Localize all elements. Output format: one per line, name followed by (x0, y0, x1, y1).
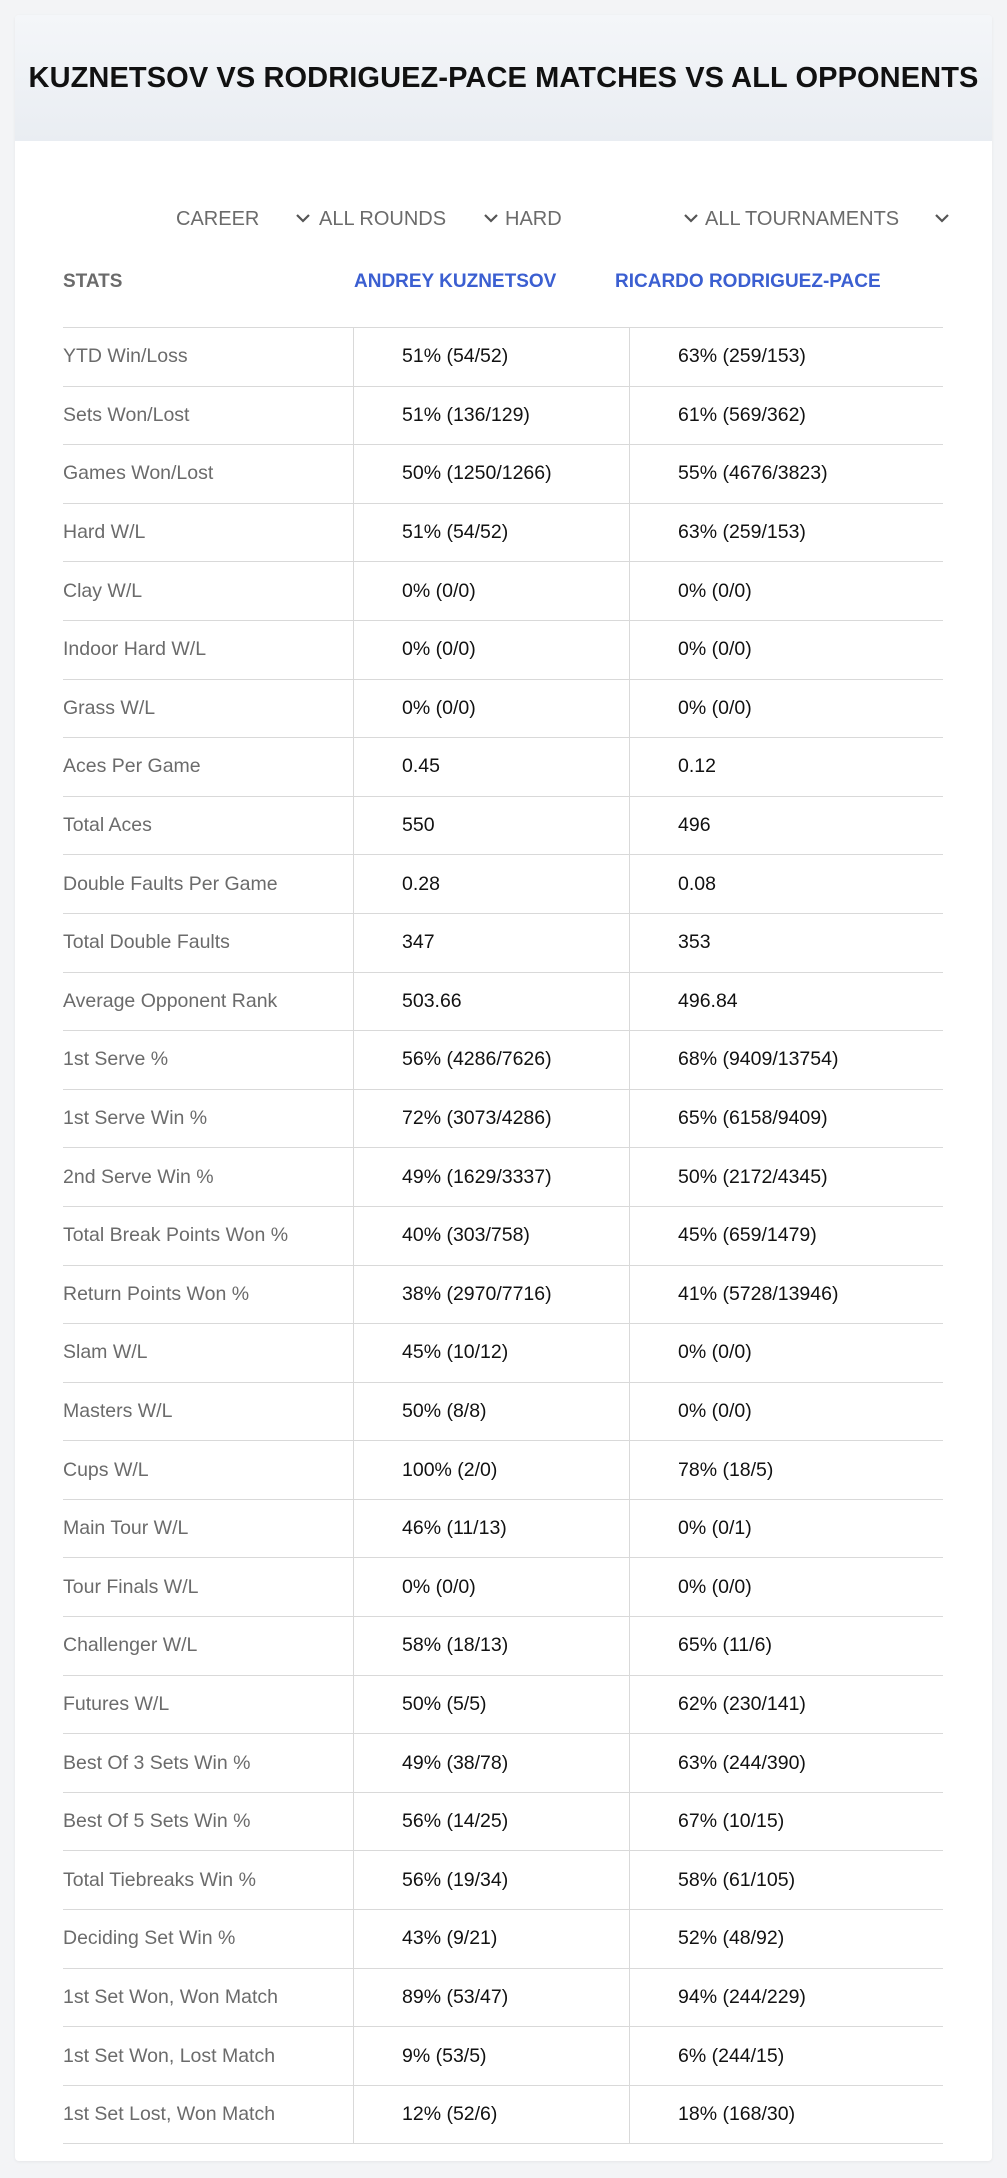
career-filter-select[interactable] (176, 191, 316, 247)
stat-label: Masters W/L (63, 1399, 173, 1422)
stat-label: Aces Per Game (63, 755, 201, 778)
kuznetsov-value: 40% (303/758) (353, 1207, 612, 1265)
rodriguez-pace-value: 18% (168/30) (678, 2103, 796, 2126)
stat-label: 1st Serve Win % (63, 1107, 208, 1130)
kuznetsov-value: 51% (54/52) (353, 328, 612, 386)
table-row (63, 621, 943, 680)
stat-label: Return Points Won % (63, 1282, 250, 1305)
table-row (63, 1324, 943, 1383)
kuznetsov-value: 9% (53/5) (353, 2027, 612, 2085)
kuznetsov-value: 0.28 (353, 855, 612, 913)
column-header-stats: STATS (63, 271, 123, 292)
tournaments-filter-select[interactable] (705, 191, 955, 247)
kuznetsov-value: 56% (4286/7626) (353, 1031, 612, 1089)
kuznetsov-value: 12% (52/6) (353, 2086, 612, 2144)
rodriguez-pace-value: 0% (0/0) (678, 638, 752, 661)
table-row (63, 1266, 943, 1325)
stat-label: 1st Set Lost, Won Match (63, 2103, 276, 2126)
stat-label: Total Break Points Won % (63, 1224, 289, 1247)
table-row (63, 1383, 943, 1442)
stat-label: 1st Serve % (63, 1048, 169, 1071)
stats-card (15, 15, 992, 2161)
rodriguez-pace-value: 496.84 (678, 989, 738, 1012)
player-link-rodriguez-pace[interactable]: RICARDO RODRIGUEZ-PACE (615, 271, 881, 292)
rodriguez-pace-value: 0.08 (678, 872, 716, 895)
table-row (63, 797, 943, 856)
table-row (63, 1676, 943, 1735)
filter-label: HARD (505, 207, 562, 230)
table-row (63, 855, 943, 914)
kuznetsov-value: 347 (353, 914, 612, 972)
stat-label: Slam W/L (63, 1341, 148, 1364)
kuznetsov-value: 43% (9/21) (353, 1910, 612, 1968)
table-row (63, 562, 943, 621)
stat-label: Indoor Hard W/L (63, 638, 207, 661)
table-row (63, 387, 943, 446)
table-row (63, 445, 943, 504)
stat-label: Grass W/L (63, 696, 156, 719)
table-row (63, 1969, 943, 2028)
chevron-down-icon (482, 212, 500, 224)
stat-label: Sets Won/Lost (63, 403, 190, 426)
table-row (63, 2086, 943, 2145)
rodriguez-pace-value: 6% (244/15) (678, 2044, 785, 2067)
table-row (63, 1441, 943, 1500)
table-row (63, 1031, 943, 1090)
rodriguez-pace-value: 78% (18/5) (678, 1458, 774, 1481)
stat-label: Futures W/L (63, 1692, 170, 1715)
table-row (63, 1734, 943, 1793)
rodriguez-pace-value: 0% (0/0) (678, 696, 752, 719)
table-body (63, 328, 943, 2144)
rodriguez-pace-value: 62% (230/141) (678, 1692, 806, 1715)
surface-filter-select[interactable] (505, 191, 705, 247)
filter-bar (15, 191, 992, 247)
kuznetsov-value: 38% (2970/7716) (353, 1266, 612, 1324)
stat-label: Average Opponent Rank (63, 989, 278, 1012)
rodriguez-pace-value: 50% (2172/4345) (678, 1165, 828, 1188)
stat-label: Clay W/L (63, 579, 143, 602)
table-row (63, 1207, 943, 1266)
chevron-down-icon (682, 212, 700, 224)
table-row (63, 1090, 943, 1149)
table-row (63, 1617, 943, 1676)
filter-label: ALL TOURNAMENTS (705, 207, 900, 230)
kuznetsov-value: 50% (8/8) (353, 1383, 612, 1441)
stat-label: Total Aces (63, 814, 152, 837)
rodriguez-pace-value: 61% (569/362) (678, 403, 806, 426)
kuznetsov-value: 0% (0/0) (353, 1558, 612, 1616)
kuznetsov-value: 503.66 (353, 973, 612, 1031)
kuznetsov-value: 0% (0/0) (353, 680, 612, 738)
stat-label: YTD Win/Loss (63, 345, 188, 368)
table-row (63, 1148, 943, 1207)
stat-label: Total Tiebreaks Win % (63, 1868, 256, 1891)
table-row (63, 2027, 943, 2086)
kuznetsov-value: 45% (10/12) (353, 1324, 612, 1382)
rodriguez-pace-value: 0% (0/1) (678, 1517, 752, 1540)
rounds-filter-select[interactable] (319, 191, 505, 247)
kuznetsov-value: 50% (1250/1266) (353, 445, 612, 503)
kuznetsov-value: 51% (54/52) (353, 504, 612, 562)
stat-label: 1st Set Won, Lost Match (63, 2044, 276, 2067)
kuznetsov-value: 51% (136/129) (353, 387, 612, 445)
rodriguez-pace-value: 68% (9409/13754) (678, 1048, 839, 1071)
kuznetsov-value: 89% (53/47) (353, 1969, 612, 2027)
table-row (63, 1910, 943, 1969)
stat-label: Tour Finals W/L (63, 1575, 199, 1598)
table-row (63, 738, 943, 797)
kuznetsov-value: 550 (353, 797, 612, 855)
rodriguez-pace-value: 63% (244/390) (678, 1751, 806, 1774)
kuznetsov-value: 0% (0/0) (353, 621, 612, 679)
stat-label: Games Won/Lost (63, 462, 214, 485)
stat-label: Best Of 5 Sets Win % (63, 1810, 251, 1833)
card-header (15, 15, 992, 141)
rodriguez-pace-value: 63% (259/153) (678, 345, 806, 368)
table-row (63, 1793, 943, 1852)
rodriguez-pace-value: 0% (0/0) (678, 1575, 752, 1598)
filter-label: CAREER (176, 207, 260, 230)
rodriguez-pace-value: 0% (0/0) (678, 579, 752, 602)
chevron-down-icon (294, 212, 312, 224)
player-link-kuznetsov[interactable]: ANDREY KUZNETSOV (354, 271, 557, 292)
kuznetsov-value: 56% (19/34) (353, 1851, 612, 1909)
rodriguez-pace-value: 52% (48/92) (678, 1927, 785, 1950)
rodriguez-pace-value: 0.12 (678, 755, 716, 778)
stat-label: Hard W/L (63, 521, 146, 544)
kuznetsov-value: 56% (14/25) (353, 1793, 612, 1851)
kuznetsov-value: 49% (38/78) (353, 1734, 612, 1792)
table-row (63, 914, 943, 973)
table-row (63, 973, 943, 1032)
stat-label: Challenger W/L (63, 1634, 198, 1657)
rodriguez-pace-value: 63% (259/153) (678, 521, 806, 544)
rodriguez-pace-value: 0% (0/0) (678, 1399, 752, 1422)
table-row (63, 1851, 943, 1910)
filter-label: ALL ROUNDS (319, 207, 447, 230)
stat-label: Best Of 3 Sets Win % (63, 1751, 251, 1774)
page-title: KUZNETSOV VS RODRIGUEZ-PACE MATCHES VS ALL OPPONENTS (28, 61, 979, 94)
stat-label: Main Tour W/L (63, 1517, 189, 1540)
stat-label: Deciding Set Win % (63, 1927, 236, 1950)
rodriguez-pace-value: 353 (678, 931, 711, 954)
stats-table (63, 251, 943, 2144)
rodriguez-pace-value: 58% (61/105) (678, 1868, 796, 1891)
rodriguez-pace-value: 496 (678, 814, 711, 837)
kuznetsov-value: 0% (0/0) (353, 562, 612, 620)
stat-label: 1st Set Won, Won Match (63, 1985, 278, 2008)
rodriguez-pace-value: 45% (659/1479) (678, 1224, 817, 1247)
table-row (63, 1558, 943, 1617)
kuznetsov-value: 58% (18/13) (353, 1617, 612, 1675)
stat-label: Total Double Faults (63, 931, 230, 954)
kuznetsov-value: 50% (5/5) (353, 1676, 612, 1734)
stat-label: 2nd Serve Win % (63, 1165, 214, 1188)
table-row (63, 1500, 943, 1559)
stat-label: Double Faults Per Game (63, 872, 278, 895)
rodriguez-pace-value: 94% (244/229) (678, 1985, 806, 2008)
kuznetsov-value: 72% (3073/4286) (353, 1090, 612, 1148)
rodriguez-pace-value: 0% (0/0) (678, 1341, 752, 1364)
kuznetsov-value: 100% (2/0) (353, 1441, 612, 1499)
rodriguez-pace-value: 65% (11/6) (678, 1634, 772, 1657)
table-row (63, 328, 943, 387)
rodriguez-pace-value: 55% (4676/3823) (678, 462, 828, 485)
rodriguez-pace-value: 65% (6158/9409) (678, 1107, 828, 1130)
table-row (63, 680, 943, 739)
stat-label: Cups W/L (63, 1458, 149, 1481)
rodriguez-pace-value: 67% (10/15) (678, 1810, 785, 1833)
rodriguez-pace-value: 41% (5728/13946) (678, 1282, 839, 1305)
chevron-down-icon (933, 212, 951, 224)
kuznetsov-value: 49% (1629/3337) (353, 1148, 612, 1206)
kuznetsov-value: 0.45 (353, 738, 612, 796)
table-header (63, 251, 943, 328)
table-row (63, 504, 943, 563)
kuznetsov-value: 46% (11/13) (353, 1500, 612, 1558)
